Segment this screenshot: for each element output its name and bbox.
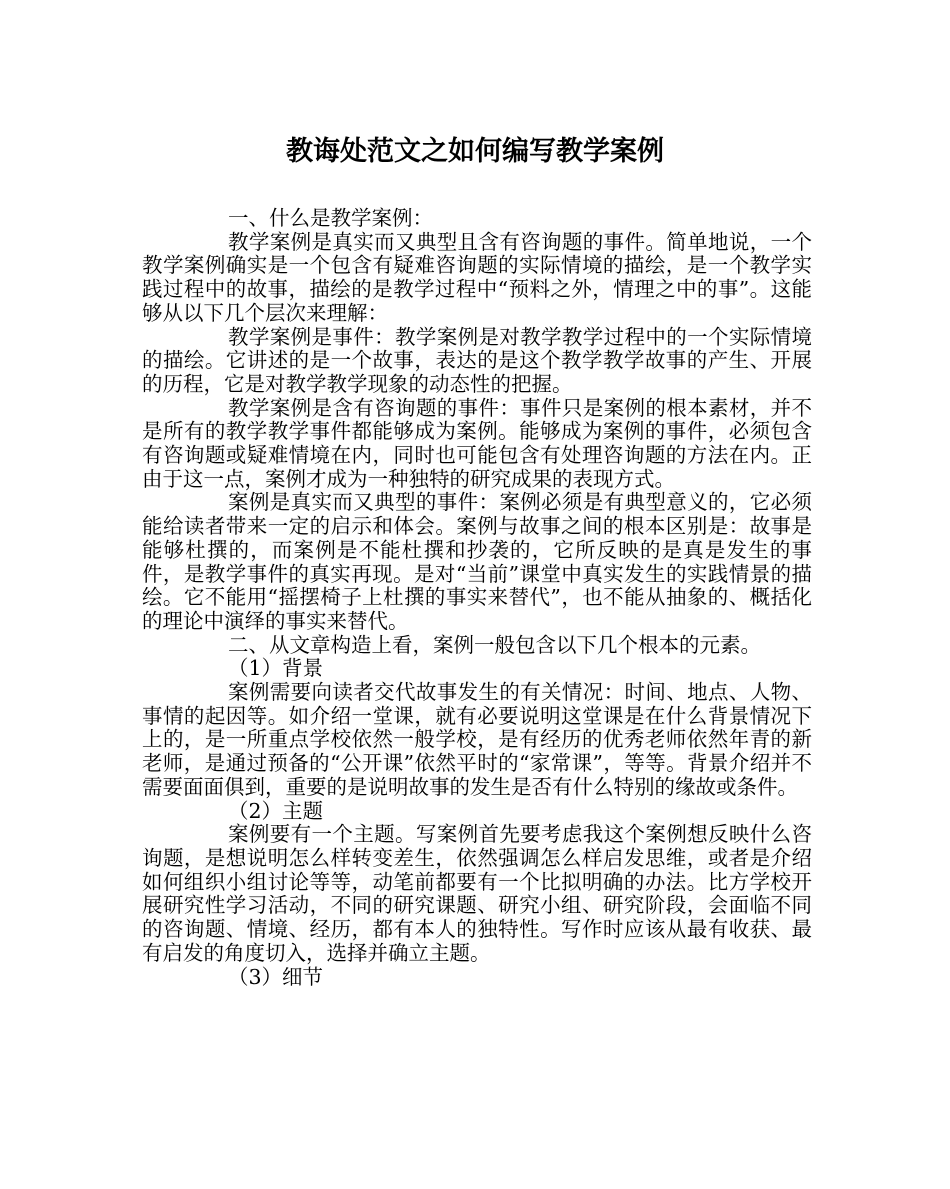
subsection-heading: （2）主题	[228, 798, 324, 823]
paragraph: 教学案例是事件：教学案例是对教学教学过程中的一个实际情境的描绘。它讲述的是一个故事，表达的是这个教学教学故事的产生、开展的历程，它是对教学教学现象的动态性的把握。	[142, 324, 812, 396]
section-heading: 二、从文章构造上看，案例一般包含以下几个根本的元素。	[228, 632, 761, 657]
paragraph: 案例是真实而又典型的事件：案例必须是有典型意义的，它必须能给读者带来一定的启示和体会。案例与故事之间的根本区别是：故事是能够杜撰的，而案例是不能杜撰和抄袭的，它所反映的是真是发生的事件，是教学事件的真实再现。是对“当前”课堂中真实发生的实践情景的描绘。它不能用“摇摆椅子上杜撰的事实来替代”，也不能从抽象的、概括化的理论中演绎的事实来替代。	[142, 490, 812, 633]
section-heading: 一、什么是教学案例：	[228, 206, 433, 230]
document-body	[142, 207, 812, 989]
paragraph: 教学案例是真实而又典型且含有咨询题的事件。简单地说，一个教学案例确实是一个包含有疑难咨询题的实际情境的描绘，是一个教学实践过程中的故事，描绘的是教学过程中“预料之外，情理之中的事”。这能够从以下几个层次来理解：	[142, 229, 812, 325]
subsection-heading: （1）背景	[228, 656, 324, 681]
paragraph: 教学案例是含有咨询题的事件：事件只是案例的根本素材，并不是所有的教学教学事件都能够成为案例。能够成为案例的事件，必须包含有咨询题或疑难情境在内，同时也可能包含有处理咨询题的方法在内。正由于这一点，案例才成为一种独特的研究成果的表现方式。	[142, 395, 812, 491]
document-title: 教诲处范文之如何编写教学案例	[286, 136, 664, 167]
subsection-heading: （3）细节	[228, 964, 324, 989]
paragraph: 案例要有一个主题。写案例首先要考虑我这个案例想反映什么咨询题，是想说明怎么样转变差生，依然强调怎么样启发思维，或者是介绍如何组织小组讨论等等，动笔前都要有一个比拟明确的办法。比方学校开展研究性学习活动，不同的研究课题、研究小组、研究阶段，会面临不同的咨询题、情境、经历，都有本人的独特性。写作时应该从最有收获、最有启发的角度切入，选择并确立主题。	[142, 822, 812, 965]
paragraph: 案例需要向读者交代故事发生的有关情况：时间、地点、人物、事情的起因等。如介绍一堂课，就有必要说明这堂课是在什么背景情况下上的，是一所重点学校依然一般学校，是有经历的优秀老师依然年青的新老师，是通过预备的“公开课”依然平时的“家常课”，等等。背景介绍并不需要面面俱到，重要的是说明故事的发生是否有什么特别的缘故或条件。	[142, 680, 812, 799]
